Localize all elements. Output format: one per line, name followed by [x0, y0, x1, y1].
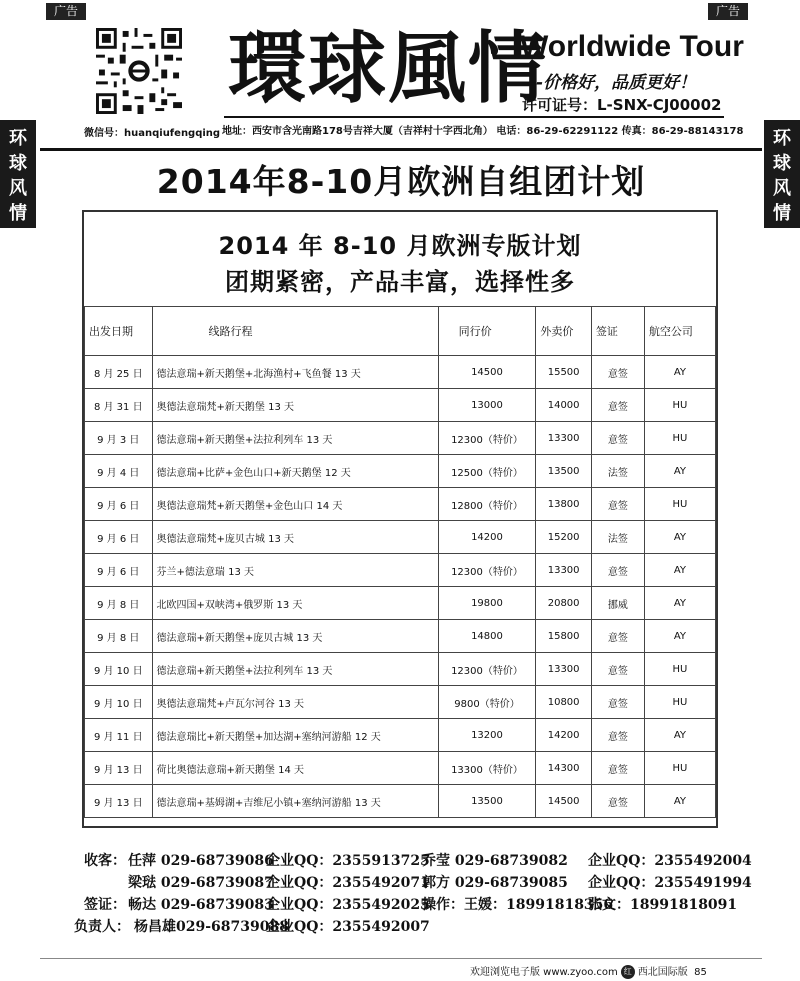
- contact-name2: 郭方 029-68739085: [422, 875, 568, 891]
- contact-qq2: 企业QQ：2355492004: [588, 853, 752, 869]
- cell-peer-price: 13300（特价）: [438, 752, 536, 785]
- cell-airline: HU: [644, 488, 715, 521]
- cell-visa: 意签: [591, 653, 644, 686]
- contact-qq2: 企业QQ：2355491994: [588, 875, 752, 891]
- table-row: [85, 653, 716, 686]
- contact-qq: 企业QQ：2355492007: [266, 919, 430, 935]
- side-tab-char: 环: [9, 128, 27, 149]
- cell-peer-price: 12300（特价）: [438, 422, 536, 455]
- page-number: 85: [694, 967, 707, 978]
- header: [78, 18, 744, 146]
- header-divider: [40, 148, 762, 151]
- cell-peer-price: 9800（特价）: [438, 686, 536, 719]
- cell-date: 9 月 8 日: [85, 620, 153, 653]
- footer-divider: [40, 958, 762, 959]
- cell-visa: 意签: [591, 785, 644, 818]
- cell-visa: 意签: [591, 488, 644, 521]
- cell-retail-price: 13300: [536, 422, 592, 455]
- cell-visa: 意签: [591, 554, 644, 587]
- side-tab-char: 球: [773, 153, 791, 174]
- footer: [470, 963, 707, 979]
- col-header-date: 出发日期: [85, 307, 153, 356]
- cell-retail-price: 13500: [536, 455, 592, 488]
- contact-role: 签证：: [84, 897, 126, 913]
- side-tab-char: 风: [773, 178, 791, 199]
- cell-peer-price: 12300（特价）: [438, 653, 536, 686]
- cell-visa: 意签: [591, 356, 644, 389]
- cell-route: 奥德法意瑞梵+庞贝古城 13 天: [152, 521, 438, 554]
- cell-peer-price: 19800: [438, 587, 536, 620]
- cell-airline: AY: [644, 554, 715, 587]
- cell-date: 9 月 10 日: [85, 686, 153, 719]
- magazine-logo-icon: 红: [621, 965, 635, 979]
- slogan: ---价格好，品质更好！: [522, 73, 697, 93]
- cell-visa: 意签: [591, 422, 644, 455]
- license-number: 许可证号：L-SNX-CJ00002: [522, 96, 722, 114]
- cell-route: 奥德法意瑞梵+新天鹅堡 13 天: [152, 389, 438, 422]
- contact-name2: 乔莹 029-68739082: [422, 853, 568, 869]
- cell-airline: AY: [644, 587, 715, 620]
- cell-route: 北欧四国+双峡湾+俄罗斯 13 天: [152, 587, 438, 620]
- side-tab-char: 情: [773, 203, 791, 224]
- brand-divider: [224, 116, 724, 118]
- cell-visa: 意签: [591, 752, 644, 785]
- table-row: [85, 785, 716, 818]
- contact-qq: 企业QQ：2355492071: [266, 875, 430, 891]
- cell-visa: 意签: [591, 389, 644, 422]
- cell-retail-price: 20800: [536, 587, 592, 620]
- cell-airline: HU: [644, 686, 715, 719]
- plan-title: 2014 年 8-10 月欧洲专版计划: [218, 232, 582, 260]
- page-title: 2014年8-10月欧洲自组团计划: [156, 162, 646, 201]
- cell-date: 9 月 10 日: [85, 653, 153, 686]
- cell-date: 9 月 3 日: [85, 422, 153, 455]
- cell-retail-price: 15500: [536, 356, 592, 389]
- cell-visa: 意签: [591, 719, 644, 752]
- cell-peer-price: 14500: [438, 356, 536, 389]
- cell-airline: AY: [644, 620, 715, 653]
- cell-airline: HU: [644, 422, 715, 455]
- edition-name: 西北国际版: [637, 967, 688, 978]
- table-row: [85, 686, 716, 719]
- cell-route: 奥德法意瑞梵+新天鹅堡+金色山口 14 天: [152, 488, 438, 521]
- cell-visa: 挪威: [591, 587, 644, 620]
- side-tab-char: 风: [9, 178, 27, 199]
- table-row: [85, 719, 716, 752]
- cell-airline: AY: [644, 785, 715, 818]
- cell-route: 德法意瑞+新天鹅堡+庞贝古城 13 天: [152, 620, 438, 653]
- cell-airline: HU: [644, 389, 715, 422]
- cell-retail-price: 15200: [536, 521, 592, 554]
- contact-name: 梁琺 029-68739087: [128, 875, 274, 891]
- table-row: [85, 554, 716, 587]
- cell-date: 9 月 4 日: [85, 455, 153, 488]
- contact-role: 收客：: [84, 853, 126, 869]
- cell-airline: AY: [644, 521, 715, 554]
- table-row: [85, 356, 716, 389]
- ad-tag-right: 广告: [708, 3, 748, 20]
- itinerary-table: [84, 306, 716, 818]
- cell-peer-price: 12500（特价）: [438, 455, 536, 488]
- cell-retail-price: 10800: [536, 686, 592, 719]
- brand-logo: 環球風情: [228, 23, 549, 114]
- cell-retail-price: 14300: [536, 752, 592, 785]
- contact-name: 畅达 029-68739083: [128, 897, 274, 913]
- table-row: [85, 587, 716, 620]
- cell-airline: AY: [644, 356, 715, 389]
- cell-date: 8 月 31 日: [85, 389, 153, 422]
- ad-tag-left: 广告: [46, 3, 86, 20]
- table-row: [85, 488, 716, 521]
- col-header-retail-price: 外卖价: [536, 307, 592, 356]
- contact-qq: 企业QQ：2355492025: [266, 897, 430, 913]
- contact-qq2: 张文：18991818091: [588, 897, 738, 913]
- table-row: [85, 389, 716, 422]
- table-row: [85, 422, 716, 455]
- cell-airline: AY: [644, 455, 715, 488]
- contact-name: 任萍 029-68739086: [128, 853, 274, 869]
- qr-code-icon[interactable]: [96, 28, 182, 114]
- cell-retail-price: 14200: [536, 719, 592, 752]
- cell-peer-price: 12800（特价）: [438, 488, 536, 521]
- cell-date: 9 月 13 日: [85, 752, 153, 785]
- cell-airline: AY: [644, 719, 715, 752]
- footer-text: 欢迎浏览电子版 www.zyoo.com: [470, 967, 618, 978]
- cell-peer-price: 14200: [438, 521, 536, 554]
- side-tab-right: [764, 120, 800, 228]
- cell-retail-price: 14500: [536, 785, 592, 818]
- cell-date: 9 月 6 日: [85, 554, 153, 587]
- cell-route: 德法意瑞+比萨+金色山口+新天鹅堡 12 天: [152, 455, 438, 488]
- cell-retail-price: 13300: [536, 554, 592, 587]
- cell-visa: 法签: [591, 455, 644, 488]
- cell-date: 9 月 11 日: [85, 719, 153, 752]
- cell-route: 荷比奥德法意瑞+新天鹅堡 14 天: [152, 752, 438, 785]
- cell-retail-price: 14000: [536, 389, 592, 422]
- cell-airline: HU: [644, 752, 715, 785]
- cell-date: 9 月 13 日: [85, 785, 153, 818]
- contact-qq: 企业QQ：2355913725: [266, 853, 430, 869]
- cell-peer-price: 12300（特价）: [438, 554, 536, 587]
- cell-visa: 法签: [591, 521, 644, 554]
- cell-date: 9 月 6 日: [85, 521, 153, 554]
- cell-route: 芬兰+德法意瑞 13 天: [152, 554, 438, 587]
- cell-peer-price: 13000: [438, 389, 536, 422]
- cell-retail-price: 13800: [536, 488, 592, 521]
- english-title: Worldwide Tour: [520, 30, 744, 63]
- cell-route: 德法意瑞比+新天鹅堡+加达湖+塞纳河游船 12 天: [152, 719, 438, 752]
- col-header-visa: 签证: [591, 307, 644, 356]
- side-tab-char: 情: [9, 203, 27, 224]
- col-header-peer-price: 同行价: [438, 307, 536, 356]
- cell-route: 奥德法意瑞梵+卢瓦尔河谷 13 天: [152, 686, 438, 719]
- table-row: [85, 752, 716, 785]
- contact-name2: 操作：王媛：18991818356: [422, 897, 614, 913]
- cell-route: 德法意瑞+基姆湖+吉维尼小镇+塞纳河游船 13 天: [152, 785, 438, 818]
- plan-subtitle: 团期紧密，产品丰富，选择性多: [225, 268, 575, 296]
- side-tab-left: [0, 120, 36, 228]
- contact-role: 负责人：: [74, 919, 130, 935]
- cell-date: 9 月 6 日: [85, 488, 153, 521]
- cell-retail-price: 13300: [536, 653, 592, 686]
- side-tab-char: 环: [773, 128, 791, 149]
- cell-peer-price: 13200: [438, 719, 536, 752]
- cell-route: 德法意瑞+新天鹅堡+北海渔村+飞鱼餐 13 天: [152, 356, 438, 389]
- col-header-airline: 航空公司: [644, 307, 715, 356]
- cell-date: 9 月 8 日: [85, 587, 153, 620]
- cell-route: 德法意瑞+新天鹅堡+法拉利列车 13 天: [152, 422, 438, 455]
- cell-route: 德法意瑞+新天鹅堡+法拉利列车 13 天: [152, 653, 438, 686]
- contact-name: 杨昌雄029-68739088: [134, 919, 289, 935]
- address-line: 地址：西安市含光南路178号吉祥大厦（吉祥村十字西北角） 电话：86-29-62291122 传真：86-29-88143178: [222, 126, 744, 137]
- cell-airline: HU: [644, 653, 715, 686]
- table-header-row: [85, 307, 716, 356]
- cell-date: 8 月 25 日: [85, 356, 153, 389]
- wechat-id: 微信号：huanqiufengqing: [84, 128, 221, 139]
- cell-peer-price: 14800: [438, 620, 536, 653]
- table-row: [85, 521, 716, 554]
- table-row: [85, 455, 716, 488]
- cell-retail-price: 15800: [536, 620, 592, 653]
- table-row: [85, 620, 716, 653]
- cell-visa: 意签: [591, 620, 644, 653]
- side-tab-char: 球: [9, 153, 27, 174]
- cell-peer-price: 13500: [438, 785, 536, 818]
- cell-visa: 意签: [591, 686, 644, 719]
- plan-box: [82, 210, 718, 828]
- col-header-route: 线路行程: [152, 307, 438, 356]
